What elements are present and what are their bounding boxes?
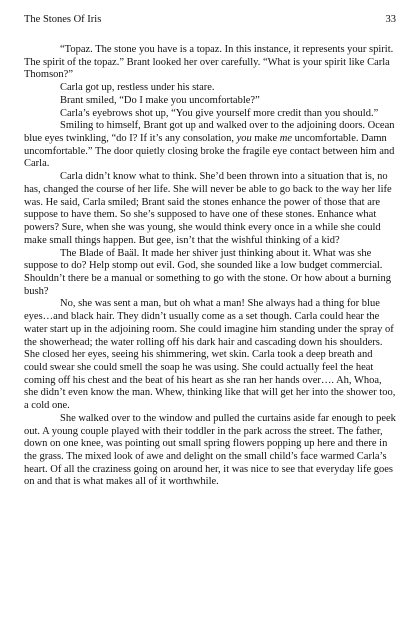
emphasis-you: you xyxy=(236,133,252,145)
page-number: 33 xyxy=(385,14,396,25)
paragraph-2: Carla got up, restless under his stare. xyxy=(60,82,215,94)
paragraph-1: “Topaz. The stone you have is a topaz. In this instance, it represents your spirit. The spirit of the topaz.” Brant looked her over carefully. “What is your spirit like Carla Thomson?” xyxy=(24,44,394,81)
paragraph-4: Carla’s eyebrows shot up, “You give yourself more credit than you should.” xyxy=(60,107,379,119)
paragraph-7: The Blade of Baäl. It made her shiver just thinking about it. What was she suppose to do? Help stomp out evil. God, she sounded like a low budget commercial. Shouldn’t there be a manual or something to go with the stone. Or how about a burning bush? xyxy=(24,247,391,297)
book-title: The Stones Of Iris xyxy=(24,14,102,25)
page-body xyxy=(24,44,396,489)
emphasis-me: me xyxy=(279,133,293,145)
paragraph-5 xyxy=(24,120,396,171)
paragraph-5-text-c: uncomfortable. Damn uncomfortable.” The door quietly closing broke the fragile eye contact between him and Carla. xyxy=(24,133,395,170)
paragraph-5-text-a: Smiling to himself, Brant got up and walked over to the adjoining doors. Ocean blue eyes twinkling, “do I? If it’s any consolation, xyxy=(24,120,395,145)
paragraph-8: No, she was sent a man, but oh what a man! She always had a thing for blue eyes…and black hair. They didn’t usually come as a set though. Carla could hear the water start up in the adjoining room. She could imagine him standing under the spray of the showerhead; the water rolling off his dark hair and cascading down his shoulders. She closed her eyes, seeing his shimmering, wet skin. Carla took a deep breath and could swear she could smell the soap he was using. She could actually feel the heat coming off his chest and the beat of his heart as she ran her hands over…. Ah, Whoa, she didn’t even know the man. Whew, thinking like that will get her into the shower too, a cold one. xyxy=(24,298,396,412)
paragraph-3: Brant smiled, “Do I make you uncomfortable?” xyxy=(60,94,260,106)
paragraph-9: She walked over to the window and pulled the curtains aside far enough to peek out. A young couple played with their toddler in the park across the street. The father, down on one knee, was pointing out small spring flowers popping up here and there in the grass. The mixed look of awe and delight on the small child’s face warmed Carla’s heart. Of all the craziness going on around her, it was nice to see that everyday life goes on and that is what makes all of it worthwhile. xyxy=(24,412,396,488)
paragraph-5-text-b: make xyxy=(251,133,280,145)
running-header xyxy=(24,14,396,26)
paragraph-6: Carla didn’t know what to think. She’d been thrown into a situation that is, no has, changed the course of her life. She will never be able to go back to the way her life was. He said, Carla smiled; Brant said the stones enhance the power of those that are suppose to have them. So she’s supposed to have one of these stones. Enhance what powers? Sure, when she was young, she would think every once in a while she could make small things happen. But gee, isn’t that the wishful thinking of a kid? xyxy=(24,171,392,246)
